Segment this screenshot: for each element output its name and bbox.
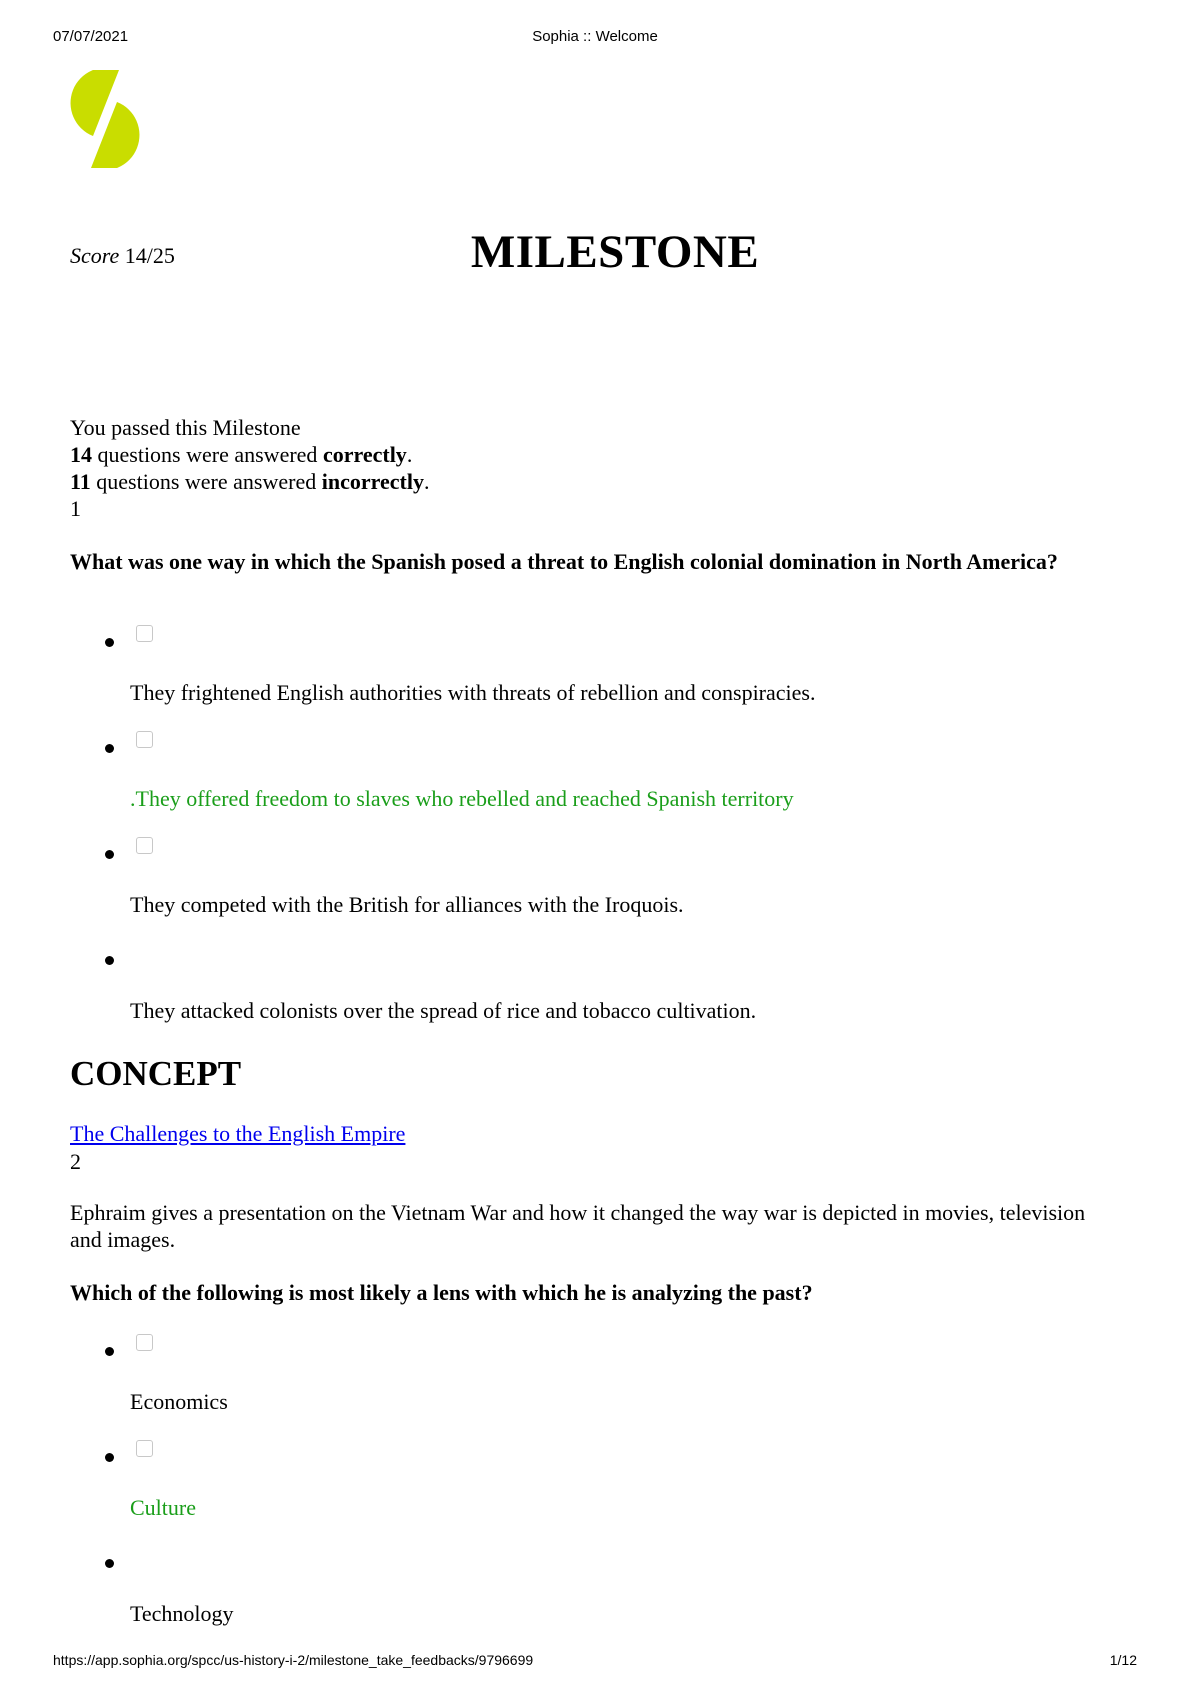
answer-text: .They offered freedom to slaves who rebelled and reached Spanish territory bbox=[130, 786, 794, 811]
answer-text: They competed with the British for alliances with the Iroquois. bbox=[130, 892, 684, 917]
question-1 bbox=[70, 495, 1090, 575]
pass-status: You passed this Milestone bbox=[70, 415, 301, 440]
answer-text: Culture bbox=[130, 1495, 196, 1520]
concept-link[interactable]: The Challenges to the English Empire bbox=[70, 1121, 406, 1146]
result-summary bbox=[70, 414, 429, 495]
bullet bbox=[105, 1347, 114, 1356]
score-value: 14/25 bbox=[124, 243, 175, 268]
bullet bbox=[105, 956, 114, 965]
answer-checkbox[interactable] bbox=[136, 1440, 153, 1457]
incorrect-word: incorrectly bbox=[321, 469, 424, 494]
print-page-title: Sophia :: Welcome bbox=[532, 28, 658, 45]
score-label: Score bbox=[70, 243, 120, 268]
concept-heading: CONCEPT bbox=[70, 1054, 242, 1093]
bullet bbox=[105, 638, 114, 647]
incorrect-count: 11 bbox=[70, 469, 91, 494]
answer-text: Technology bbox=[130, 1601, 234, 1626]
answer-text: They attacked colonists over the spread of rice and tobacco cultivation. bbox=[130, 998, 757, 1023]
answer-text: Economics bbox=[130, 1389, 228, 1414]
answer-checkbox[interactable] bbox=[136, 625, 153, 642]
answer-checkbox[interactable] bbox=[136, 1334, 153, 1351]
page-title: MILESTONE bbox=[470, 226, 760, 278]
answer-checkbox[interactable] bbox=[136, 837, 153, 854]
bullet bbox=[105, 1453, 114, 1462]
question-text: What was one way in which the Spanish posed a threat to English colonial domination in North America? bbox=[70, 549, 1058, 574]
bullet bbox=[105, 1559, 114, 1568]
print-date: 07/07/2021 bbox=[53, 28, 129, 45]
question-text: Which of the following is most likely a lens with which he is analyzing the past? bbox=[70, 1280, 813, 1305]
question-number: 1 bbox=[70, 496, 81, 521]
answer-text: They frightened English authorities with threats of rebellion and conspiracies. bbox=[130, 680, 816, 705]
print-page-number: 1/12 bbox=[1109, 1652, 1137, 1668]
correct-period: . bbox=[406, 442, 413, 467]
print-url: https://app.sophia.org/spcc/us-history-i-2/milestone_take_feedbacks/9796699 bbox=[53, 1652, 534, 1668]
correct-word: correctly bbox=[322, 442, 407, 467]
incorrect-period: . bbox=[423, 469, 430, 494]
incorrect-text: questions were answered bbox=[90, 469, 322, 494]
question-prompt: Ephraim gives a presentation on the Vietnam War and how it changed the way war is depicted in movies, television and images. bbox=[70, 1200, 1086, 1252]
answer-checkbox[interactable] bbox=[136, 731, 153, 748]
sophia-logo bbox=[70, 70, 140, 168]
incorrect-summary bbox=[70, 468, 429, 495]
correct-summary bbox=[70, 441, 429, 468]
correct-count: 14 bbox=[70, 442, 92, 467]
bullet bbox=[105, 850, 114, 859]
question-2 bbox=[70, 1148, 1120, 1306]
question-number: 2 bbox=[70, 1149, 81, 1174]
correct-text: questions were answered bbox=[92, 442, 323, 467]
bullet bbox=[105, 744, 114, 753]
